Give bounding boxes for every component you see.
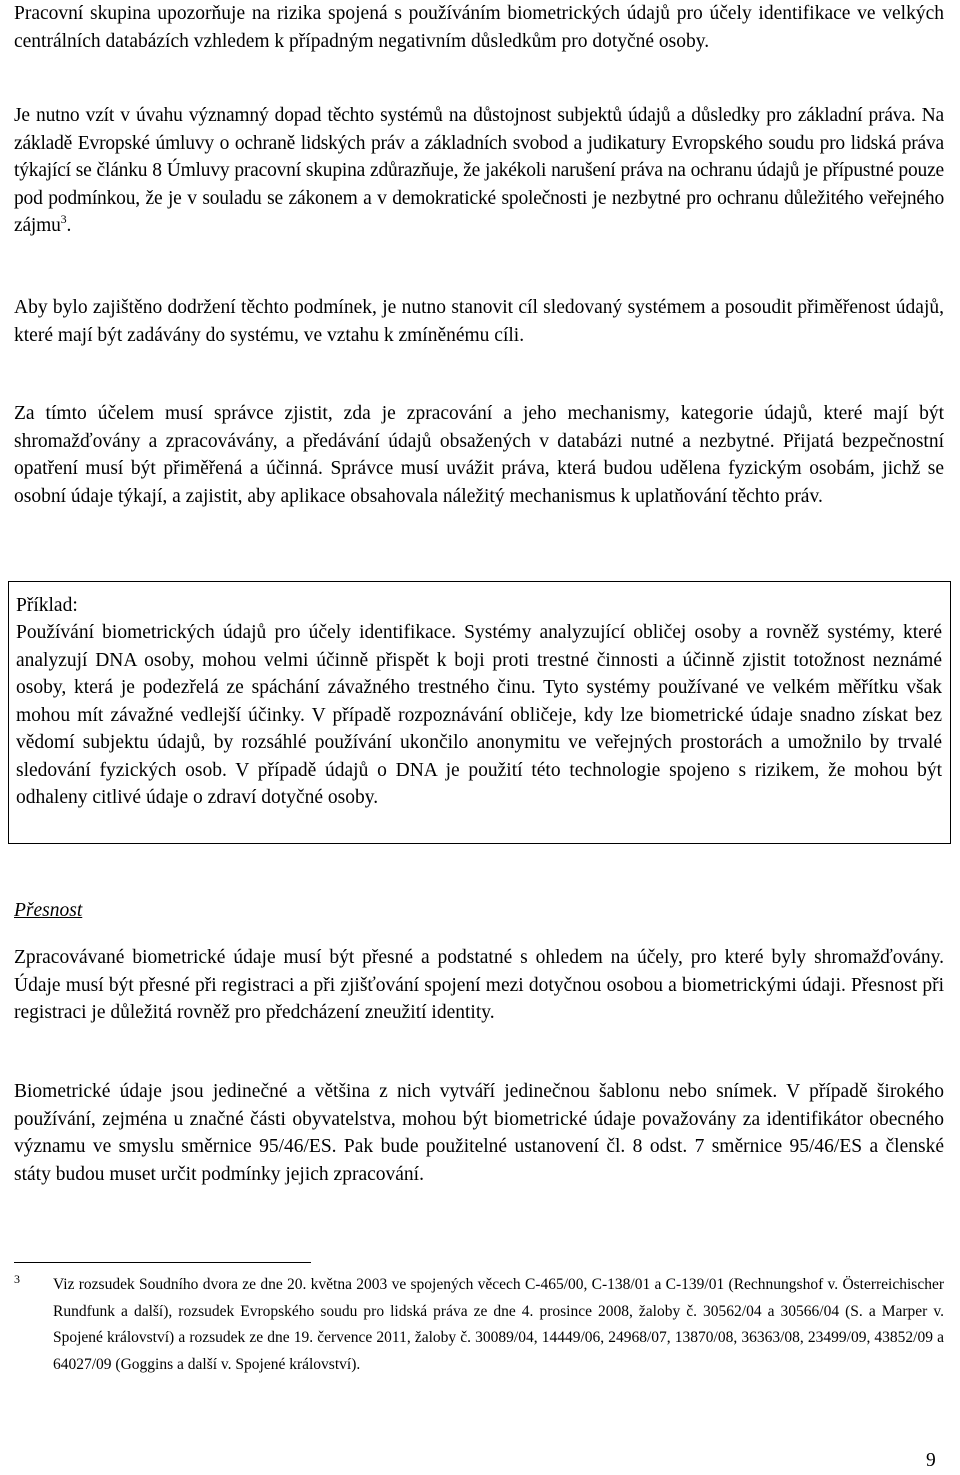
example-label: Příklad: xyxy=(16,595,78,616)
footnote-number: 3 xyxy=(14,1272,20,1286)
paragraph-controller-duties: Za tímto účelem musí správce zjistit, zda je zpracování a jeho mechanismy, kategorie údajů, které mají být shromažďovány a zpracovávány, a předávání údajů obsažených v databázi nutné a nezbytné. Přijatá bezpečnostní opatření musí být přiměřená a účinná. Správce musí uvážit práva, která budou udělena fyzickým osobám, jichž se osobní údaje týkají, a zajistit, aby aplikace obsahovala náležitý mechanismus k uplatňování těchto práv. xyxy=(14,403,944,507)
paragraph-dignity-impact xyxy=(14,102,944,240)
section-heading-accuracy: Přesnost xyxy=(14,900,83,921)
paragraph-dignity-text: Je nutno vzít v úvahu významný dopad těchto systémů na důstojnost subjektů údajů a důsledky pro základní práva. Na základě Evropské úmluvy o ochraně lidských práv a základních svobod a judikatury Evropského soudu pro lidská práva týkající se článku 8 Úmluvy pracovní skupina zdůrazňuje, že jakékoli narušení práva na ochranu údajů je přípustné pouze pod podmínkou, že je v souladu se zákonem a v demokratické společnosti je nezbytné pro ochranu důležitého veřejného zájmu xyxy=(14,105,944,236)
paragraph-dignity-end: . xyxy=(66,215,72,236)
footnote-reference[interactable]: 3 xyxy=(60,212,67,226)
footnote-divider xyxy=(14,1262,311,1263)
paragraph-accuracy: Zpracovávané biometrické údaje musí být přesné a podstatné s ohledem na účely, pro které byly shromažďovány. Údaje musí být přesné při registraci a při zjišťování spojení mezi dotyčnou osobou a biometrickými údaji. Přesnost při registraci je důležitá rovněž pro předcházení zneužití identity. xyxy=(14,947,944,1023)
paragraph-uniqueness: Biometrické údaje jsou jedinečné a většina z nich vytváří jedinečnou šablonu nebo snímek. V případě širokého používání, zejména u značné části obyvatelstva, mohou být biometrické údaje považovány za identifikátor obecného významu ve smyslu směrnice 95/46/ES. Pak bude použitelné ustanovení čl. 8 odst. 7 směrnice 95/46/ES a členské státy budou muset určit podmínky jejich zpracování. xyxy=(14,1081,944,1185)
page-number: 9 xyxy=(926,1450,936,1471)
example-box xyxy=(8,581,951,844)
paragraph-conditions: Aby bylo zajištěno dodržení těchto podmínek, je nutno stanovit cíl sledovaný systémem a posoudit přiměřenost údajů, které mají být zadávány do systému, ve vztahu k zmíněnému cíli. xyxy=(14,297,944,346)
example-text: Používání biometrických údajů pro účely identifikace. Systémy analyzující obličej osoby a rovněž systémy, které analyzují DNA osoby, mohou velmi účinně přispět k boji proti trestné činnosti a účinně zjistit totožnost neznámé osoby, která je podezřelá ze spáchání závažného trestného činu. Tyto systémy používané ve velkém měřítku však mohou mít závažné vedlejší účinky. V případě rozpoznávání obličeje, kdy lze biometrické údaje snadno získat bez vědomí subjektu údajů, by rozsáhlé používání ukončilo anonymitu ve veřejných prostorách a umožnilo by trvalé sledování fyzických osob. V případě údajů o DNA je použití této technologie spojeno s rizikem, že mohou být odhaleny citlivé údaje o zdraví dotyčné osoby. xyxy=(16,622,942,808)
footnote-text: Viz rozsudek Soudního dvora ze dne 20. května 2003 ve spojených věcech C-465/00, C-138/01 a C-139/01 (Rechnungshof v. Österreichischer Rundfunk a další), rozsudek Evropského soudu pro lidská práva ze dne 4. prosince 2008, žaloby č. 30562/04 a 30566/04 (S. a Marper v. Spojené království) a rozsudek ze dne 19. července 2011, žaloby č. 30089/04, 14449/06, 24968/07, 13870/08, 36363/08, 23499/09, 43852/09 a 64027/09 (Goggins a další v. Spojené království). xyxy=(53,1276,944,1373)
paragraph-risks: Pracovní skupina upozorňuje na rizika spojená s používáním biometrických údajů pro účely identifikace ve velkých centrálních databázích vzhledem k případným negativním důsledkům pro dotyčné osoby. xyxy=(14,3,944,52)
